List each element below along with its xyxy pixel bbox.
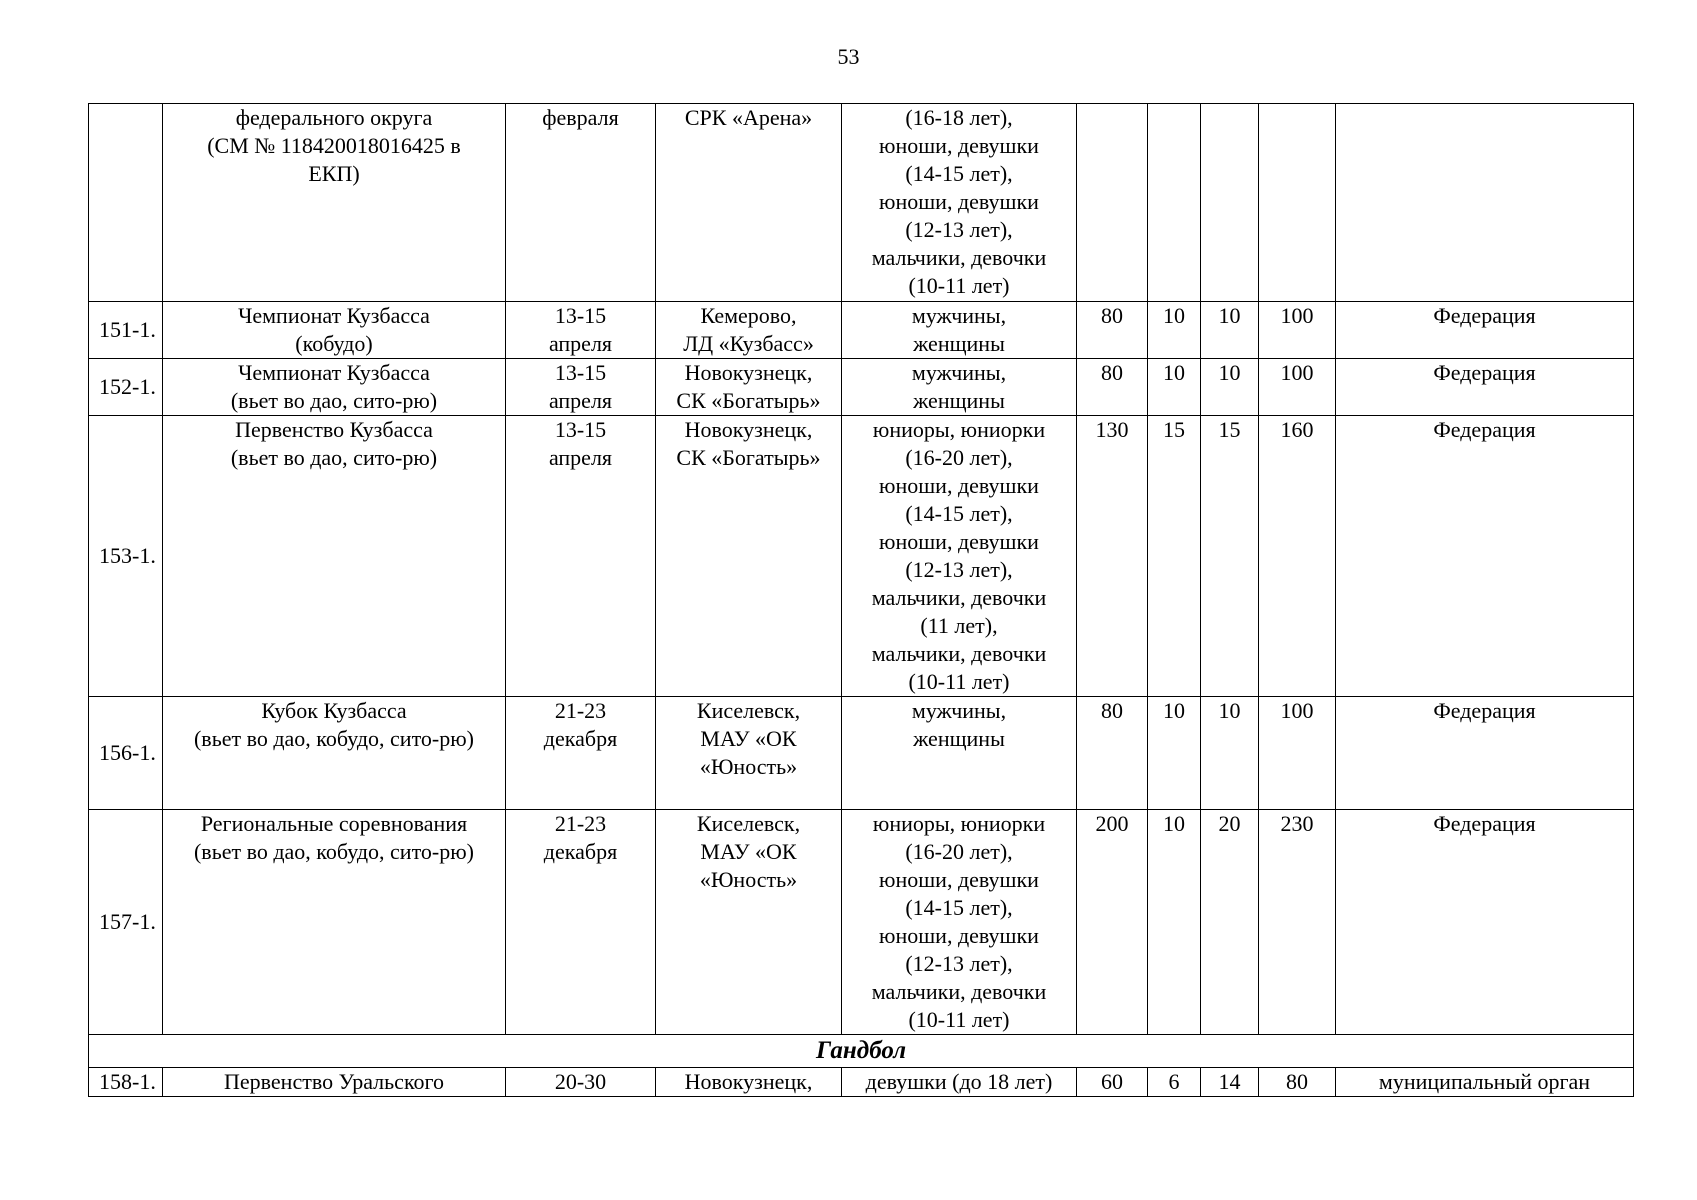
participants-line: (10-11 лет) [908, 1007, 1010, 1032]
organizer-cell: Федерация [1336, 810, 1634, 1035]
participants-cell [842, 416, 1077, 697]
event-dates-line: 13-15 [554, 360, 607, 385]
participants-cell [842, 104, 1077, 302]
participants-line: мужчины, [911, 360, 1007, 385]
coaches-count-cell: 10 [1201, 302, 1259, 359]
participants-line: мальчики, девочки [871, 641, 1047, 666]
total-count-cell: 100 [1259, 302, 1336, 359]
judges-count-cell: 10 [1148, 697, 1201, 810]
event-dates-line: апреля [548, 331, 613, 356]
participants-line: (10-11 лет) [908, 669, 1010, 694]
event-dates-line: 13-15 [554, 417, 607, 442]
event-place-cell [656, 810, 842, 1035]
participants-line: юниоры, юниорки [872, 417, 1046, 442]
event-dates-line: декабря [543, 839, 618, 864]
event-place-line: Киселевск, [696, 698, 801, 723]
event-dates-line: апреля [548, 388, 613, 413]
coaches-count-cell [1201, 104, 1259, 302]
row-number-cell: 152-1. [89, 359, 163, 416]
total-count-cell: 160 [1259, 416, 1336, 697]
participants-line: (14-15 лет), [905, 161, 1013, 186]
participants-line: мальчики, девочки [871, 245, 1047, 270]
participants-count-cell: 80 [1077, 359, 1148, 416]
event-dates-line: 20-30 [554, 1069, 607, 1094]
event-name-line: Региональные соревнования [200, 811, 468, 836]
coaches-count-cell: 15 [1201, 416, 1259, 697]
event-place-cell [656, 359, 842, 416]
event-name-line: (вьет во дао, кобудо, сито-рю) [193, 839, 474, 864]
event-dates-line: 21-23 [554, 811, 607, 836]
judges-count-cell [1148, 104, 1201, 302]
coaches-count-cell: 14 [1201, 1068, 1259, 1097]
participants-line: (12-13 лет), [905, 557, 1013, 582]
event-name-cell [163, 104, 506, 302]
participants-cell [842, 1068, 1077, 1097]
row-number-cell: 157-1. [89, 810, 163, 1035]
event-dates-line: апреля [548, 445, 613, 470]
event-name-line: Чемпионат Кузбасса [238, 360, 430, 385]
participants-line: женщины [913, 331, 1005, 356]
participants-cell [842, 302, 1077, 359]
event-name-line: Кубок Кузбасса [261, 698, 407, 723]
event-place-cell [656, 416, 842, 697]
judges-count-cell: 10 [1148, 359, 1201, 416]
participants-line: (16-18 лет), [905, 105, 1013, 130]
table-row [89, 302, 1634, 359]
organizer-cell: Федерация [1336, 697, 1634, 810]
event-name-line: Первенство Кузбасса [235, 417, 433, 442]
organizer-cell [1336, 104, 1634, 302]
event-dates-cell [506, 104, 656, 302]
event-place-cell [656, 697, 842, 810]
participants-line: юноши, девушки [879, 867, 1039, 892]
event-dates-cell [506, 302, 656, 359]
event-name-line: (кобудо) [295, 331, 373, 356]
event-name-line: федерального округа [235, 105, 433, 130]
event-name-cell [163, 359, 506, 416]
event-name-line: Чемпионат Кузбасса [238, 303, 430, 328]
participants-count-cell: 60 [1077, 1068, 1148, 1097]
table-row [89, 810, 1634, 1035]
event-place-line: Новокузнецк, [684, 360, 813, 385]
event-dates-cell [506, 416, 656, 697]
participants-line: юноши, девушки [879, 473, 1039, 498]
table-row [89, 416, 1634, 697]
event-dates-line: декабря [543, 726, 618, 751]
row-number-cell: 156-1. [89, 697, 163, 810]
participants-line: мужчины, [911, 303, 1007, 328]
participants-line: (14-15 лет), [905, 895, 1013, 920]
participants-line: девушки (до 18 лет) [865, 1069, 1053, 1094]
participants-count-cell: 80 [1077, 302, 1148, 359]
table-row [89, 697, 1634, 810]
participants-line: мужчины, [911, 698, 1007, 723]
event-dates-line: 21-23 [554, 698, 607, 723]
event-place-line: Новокузнецк, [684, 417, 813, 442]
section-row [89, 1035, 1634, 1068]
participants-line: (12-13 лет), [905, 217, 1013, 242]
event-name-cell [163, 697, 506, 810]
total-count-cell: 230 [1259, 810, 1336, 1035]
event-place-cell [656, 302, 842, 359]
coaches-count-cell: 10 [1201, 697, 1259, 810]
judges-count-cell: 15 [1148, 416, 1201, 697]
total-count-cell: 100 [1259, 359, 1336, 416]
event-place-line: Новокузнецк, [684, 1069, 813, 1094]
event-name-line: (вьет во дао, сито-рю) [230, 388, 438, 413]
event-dates-line: 13-15 [554, 303, 607, 328]
event-place-line: ЛД «Кузбасс» [683, 331, 814, 356]
coaches-count-cell: 10 [1201, 359, 1259, 416]
participants-line: (10-11 лет) [908, 273, 1010, 298]
participants-line: юниоры, юниорки [872, 811, 1046, 836]
participants-cell [842, 359, 1077, 416]
organizer-cell: Федерация [1336, 359, 1634, 416]
event-place-line: Киселевск, [696, 811, 801, 836]
event-name-line: (вьет во дао, кобудо, сито-рю) [193, 726, 474, 751]
participants-count-cell: 130 [1077, 416, 1148, 697]
table-row [89, 104, 1634, 302]
event-place-cell [656, 1068, 842, 1097]
participants-line: юноши, девушки [879, 923, 1039, 948]
participants-line: (16-20 лет), [905, 839, 1013, 864]
total-count-cell: 100 [1259, 697, 1336, 810]
participants-count-cell: 200 [1077, 810, 1148, 1035]
event-dates-cell [506, 697, 656, 810]
table-row [89, 359, 1634, 416]
event-place-line: «Юность» [699, 867, 798, 892]
total-count-cell [1259, 104, 1336, 302]
participants-line: юноши, девушки [879, 133, 1039, 158]
row-number-cell: 153-1. [89, 416, 163, 697]
event-place-line: «Юность» [699, 754, 798, 779]
participants-line: юноши, девушки [879, 189, 1039, 214]
judges-count-cell: 10 [1148, 302, 1201, 359]
event-name-cell [163, 810, 506, 1035]
event-place-line: МАУ «ОК [700, 839, 797, 864]
page-number: 53 [837, 44, 860, 69]
participants-line: мальчики, девочки [871, 979, 1047, 1004]
total-count-cell: 80 [1259, 1068, 1336, 1097]
participants-line: мальчики, девочки [871, 585, 1047, 610]
event-place-line: СРК «Арена» [684, 105, 813, 130]
coaches-count-cell: 20 [1201, 810, 1259, 1035]
participants-line: (14-15 лет), [905, 501, 1013, 526]
event-name-cell [163, 416, 506, 697]
event-name-line: (СМ № 118420018016425 в [207, 133, 461, 158]
row-number-cell: 158-1. [89, 1068, 163, 1097]
event-dates-cell [506, 1068, 656, 1097]
participants-count-cell: 80 [1077, 697, 1148, 810]
event-place-cell [656, 104, 842, 302]
event-name-line: ЕКП) [308, 161, 360, 186]
row-number-cell [89, 104, 163, 302]
event-name-cell [163, 302, 506, 359]
event-place-line: МАУ «ОК [700, 726, 797, 751]
participants-line: (12-13 лет), [905, 951, 1013, 976]
participants-count-cell [1077, 104, 1148, 302]
participants-line: женщины [913, 388, 1005, 413]
event-place-line: СК «Богатырь» [676, 445, 821, 470]
judges-count-cell: 6 [1148, 1068, 1201, 1097]
event-name-cell [163, 1068, 506, 1097]
section-heading: Гандбол [89, 1035, 1634, 1068]
participants-cell [842, 697, 1077, 810]
organizer-cell: Федерация [1336, 302, 1634, 359]
participants-line: (16-20 лет), [905, 445, 1013, 470]
organizer-cell: Федерация [1336, 416, 1634, 697]
event-name-line: Первенство Уральского [224, 1069, 444, 1094]
event-name-line: (вьет во дао, сито-рю) [230, 445, 438, 470]
event-dates-line: февраля [542, 105, 619, 130]
judges-count-cell: 10 [1148, 810, 1201, 1035]
event-place-line: Кемерово, [700, 303, 797, 328]
participants-line: (11 лет), [920, 613, 998, 638]
participants-line: женщины [913, 726, 1005, 751]
row-number-cell: 151-1. [89, 302, 163, 359]
events-table [88, 103, 1634, 1097]
participants-line: юноши, девушки [879, 529, 1039, 554]
event-dates-cell [506, 359, 656, 416]
table-row [89, 1068, 1634, 1097]
organizer-cell: муниципальный орган [1336, 1068, 1634, 1097]
event-place-line: СК «Богатырь» [676, 388, 821, 413]
event-dates-cell [506, 810, 656, 1035]
participants-cell [842, 810, 1077, 1035]
